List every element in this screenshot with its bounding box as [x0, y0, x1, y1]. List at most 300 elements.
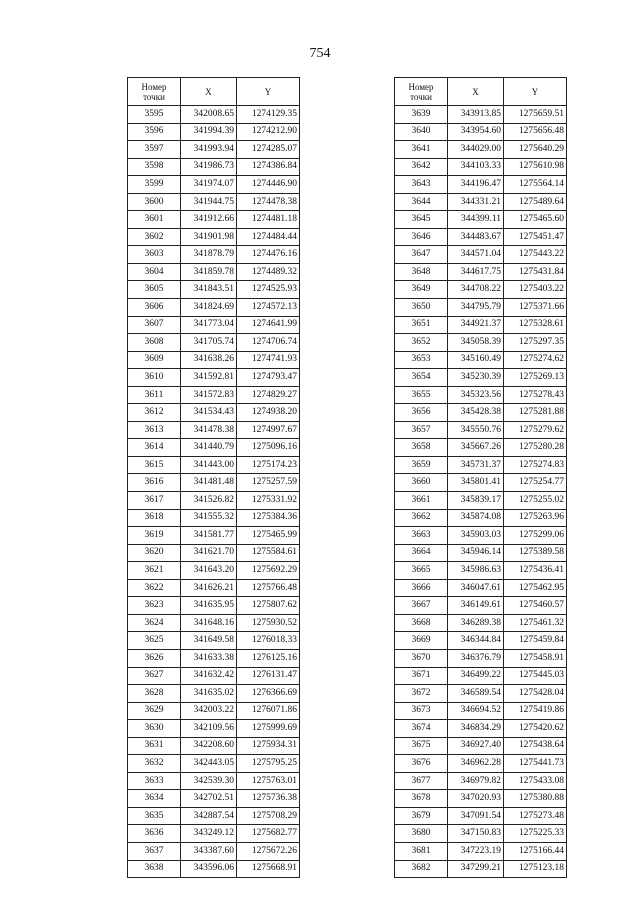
table-row [128, 369, 300, 387]
table-row [395, 141, 567, 159]
x-coordinate-cell: 343913.85 [448, 106, 504, 124]
x-coordinate-cell: 342443.05 [181, 755, 237, 773]
table-row [395, 755, 567, 773]
x-coordinate-cell: 346047.61 [448, 579, 504, 597]
x-coordinate-cell: 345903.03 [448, 527, 504, 545]
y-coordinate-cell: 1275465.99 [237, 527, 300, 545]
point-number-cell: 3658 [395, 439, 448, 457]
y-coordinate-cell: 1274285.07 [237, 141, 300, 159]
y-coordinate-cell: 1275460.57 [504, 597, 567, 615]
point-number-cell: 3622 [128, 579, 181, 597]
x-coordinate-cell: 341993.94 [181, 141, 237, 159]
y-coordinate-cell: 1275419.86 [504, 702, 567, 720]
point-number-cell: 3644 [395, 193, 448, 211]
coordinates-table-right-body [395, 106, 567, 878]
table-row [128, 106, 300, 124]
table-row [395, 492, 567, 510]
table-row [128, 632, 300, 650]
point-number-cell: 3653 [395, 351, 448, 369]
y-coordinate-cell: 1275736.38 [237, 790, 300, 808]
x-coordinate-cell: 341944.75 [181, 193, 237, 211]
y-coordinate-cell: 1275299.06 [504, 527, 567, 545]
point-number-cell: 3673 [395, 702, 448, 720]
x-coordinate-cell: 341621.70 [181, 544, 237, 562]
x-coordinate-cell: 341643.20 [181, 562, 237, 580]
y-coordinate-cell: 1275441.73 [504, 755, 567, 773]
point-number-cell: 3639 [395, 106, 448, 124]
point-number-cell: 3659 [395, 456, 448, 474]
y-coordinate-cell: 1275668.91 [237, 860, 300, 878]
table-row [395, 263, 567, 281]
point-number-cell: 3612 [128, 404, 181, 422]
y-coordinate-cell: 1275280.28 [504, 439, 567, 457]
y-coordinate-cell: 1275465.60 [504, 211, 567, 229]
y-coordinate-cell: 1275708.29 [237, 807, 300, 825]
x-coordinate-cell: 346289.38 [448, 614, 504, 632]
point-number-cell: 3615 [128, 456, 181, 474]
x-coordinate-cell: 344029.00 [448, 141, 504, 159]
x-coordinate-cell: 344103.33 [448, 158, 504, 176]
point-number-cell: 3681 [395, 842, 448, 860]
table-row [128, 860, 300, 878]
table-row [395, 176, 567, 194]
x-coordinate-cell: 341572.83 [181, 386, 237, 404]
table-row [128, 597, 300, 615]
point-number-cell: 3611 [128, 386, 181, 404]
x-coordinate-cell: 341824.69 [181, 299, 237, 317]
point-number-cell: 3606 [128, 299, 181, 317]
header-point-number [395, 78, 448, 106]
table-row [395, 351, 567, 369]
x-coordinate-cell: 344617.75 [448, 263, 504, 281]
table-row [395, 334, 567, 352]
table-row [128, 579, 300, 597]
point-number-cell: 3602 [128, 228, 181, 246]
y-coordinate-cell: 1274997.67 [237, 421, 300, 439]
x-coordinate-cell: 341986.73 [181, 158, 237, 176]
table-row [128, 193, 300, 211]
x-coordinate-cell: 345839.17 [448, 492, 504, 510]
table-row [395, 246, 567, 264]
point-number-cell: 3595 [128, 106, 181, 124]
x-coordinate-cell: 341478.38 [181, 421, 237, 439]
y-coordinate-cell: 1275096.16 [237, 439, 300, 457]
y-coordinate-cell: 1275166.44 [504, 842, 567, 860]
y-coordinate-cell: 1274129.35 [237, 106, 300, 124]
x-coordinate-cell: 341481.48 [181, 474, 237, 492]
point-number-cell: 3647 [395, 246, 448, 264]
x-coordinate-cell: 341635.02 [181, 685, 237, 703]
y-coordinate-cell: 1275403.22 [504, 281, 567, 299]
x-coordinate-cell: 346834.29 [448, 720, 504, 738]
y-coordinate-cell: 1274572.13 [237, 299, 300, 317]
point-number-cell: 3640 [395, 123, 448, 141]
y-coordinate-cell: 1275451.47 [504, 228, 567, 246]
x-coordinate-cell: 341440.79 [181, 439, 237, 457]
x-coordinate-cell: 343387.60 [181, 842, 237, 860]
y-coordinate-cell: 1274525.93 [237, 281, 300, 299]
table-row [128, 544, 300, 562]
y-coordinate-cell: 1274706.74 [237, 334, 300, 352]
table-row [128, 439, 300, 457]
x-coordinate-cell: 346376.79 [448, 649, 504, 667]
table-row [128, 685, 300, 703]
y-coordinate-cell: 1274446.90 [237, 176, 300, 194]
y-coordinate-cell: 1275380.88 [504, 790, 567, 808]
y-coordinate-cell: 1274741.93 [237, 351, 300, 369]
point-number-cell: 3628 [128, 685, 181, 703]
y-coordinate-cell: 1275610.98 [504, 158, 567, 176]
table-row [128, 509, 300, 527]
header-point-number-line1: Номер [408, 81, 434, 92]
y-coordinate-cell: 1275331.92 [237, 492, 300, 510]
x-coordinate-cell: 345230.39 [448, 369, 504, 387]
point-number-cell: 3649 [395, 281, 448, 299]
point-number-cell: 3630 [128, 720, 181, 738]
y-coordinate-cell: 1276131.47 [237, 667, 300, 685]
y-coordinate-cell: 1275254.77 [504, 474, 567, 492]
table-row [128, 281, 300, 299]
table-row [128, 649, 300, 667]
coordinates-table-left-body [128, 106, 300, 878]
y-coordinate-cell: 1275431.84 [504, 263, 567, 281]
table-row [395, 825, 567, 843]
point-number-cell: 3626 [128, 649, 181, 667]
table-row [128, 842, 300, 860]
x-coordinate-cell: 345428.38 [448, 404, 504, 422]
point-number-cell: 3637 [128, 842, 181, 860]
page-number: 754 [309, 46, 331, 61]
table-row [395, 790, 567, 808]
y-coordinate-cell: 1275328.61 [504, 316, 567, 334]
y-coordinate-cell: 1276125.16 [237, 649, 300, 667]
table-row [128, 246, 300, 264]
point-number-cell: 3609 [128, 351, 181, 369]
x-coordinate-cell: 347091.54 [448, 807, 504, 825]
table-row [395, 685, 567, 703]
table-row [128, 351, 300, 369]
x-coordinate-cell: 344196.47 [448, 176, 504, 194]
table-row [128, 299, 300, 317]
x-coordinate-cell: 341649.58 [181, 632, 237, 650]
table-row [395, 842, 567, 860]
table-row [395, 860, 567, 878]
table-row [128, 421, 300, 439]
table-row [395, 474, 567, 492]
x-coordinate-cell: 341901.98 [181, 228, 237, 246]
table-row [395, 281, 567, 299]
point-number-cell: 3641 [395, 141, 448, 159]
x-coordinate-cell: 345667.26 [448, 439, 504, 457]
y-coordinate-cell: 1275371.66 [504, 299, 567, 317]
y-coordinate-cell: 1274478.38 [237, 193, 300, 211]
y-coordinate-cell: 1275257.59 [237, 474, 300, 492]
x-coordinate-cell: 344331.21 [448, 193, 504, 211]
point-number-cell: 3631 [128, 737, 181, 755]
header-point-number-line2: точки [143, 91, 165, 102]
point-number-cell: 3613 [128, 421, 181, 439]
x-coordinate-cell: 344921.37 [448, 316, 504, 334]
y-coordinate-cell: 1275807.62 [237, 597, 300, 615]
point-number-cell: 3610 [128, 369, 181, 387]
y-coordinate-cell: 1275766.48 [237, 579, 300, 597]
y-coordinate-cell: 1275458.91 [504, 649, 567, 667]
point-number-cell: 3607 [128, 316, 181, 334]
y-coordinate-cell: 1275389.58 [504, 544, 567, 562]
table-row [128, 474, 300, 492]
table-row [128, 404, 300, 422]
point-number-cell: 3662 [395, 509, 448, 527]
y-coordinate-cell: 1275682.77 [237, 825, 300, 843]
table-row [395, 369, 567, 387]
x-coordinate-cell: 341632.42 [181, 667, 237, 685]
point-number-cell: 3670 [395, 649, 448, 667]
x-coordinate-cell: 346962.28 [448, 755, 504, 773]
x-coordinate-cell: 345986.63 [448, 562, 504, 580]
y-coordinate-cell: 1275672.26 [237, 842, 300, 860]
point-number-cell: 3654 [395, 369, 448, 387]
point-number-cell: 3674 [395, 720, 448, 738]
y-coordinate-cell: 1275263.96 [504, 509, 567, 527]
table-row [128, 825, 300, 843]
y-coordinate-cell: 1274386.84 [237, 158, 300, 176]
coordinates-table-right [394, 77, 567, 878]
x-coordinate-cell: 345160.49 [448, 351, 504, 369]
x-coordinate-cell: 341648.16 [181, 614, 237, 632]
x-coordinate-cell: 347223.19 [448, 842, 504, 860]
x-coordinate-cell: 341638.26 [181, 351, 237, 369]
y-coordinate-cell: 1275274.83 [504, 456, 567, 474]
table-row [128, 790, 300, 808]
y-coordinate-cell: 1275462.95 [504, 579, 567, 597]
table-row [395, 702, 567, 720]
point-number-cell: 3605 [128, 281, 181, 299]
point-number-cell: 3598 [128, 158, 181, 176]
point-number-cell: 3629 [128, 702, 181, 720]
x-coordinate-cell: 343249.12 [181, 825, 237, 843]
y-coordinate-cell: 1274938.20 [237, 404, 300, 422]
y-coordinate-cell: 1275436.41 [504, 562, 567, 580]
y-coordinate-cell: 1275420.62 [504, 720, 567, 738]
table-row [395, 421, 567, 439]
table-row [128, 562, 300, 580]
table-row [395, 614, 567, 632]
point-number-cell: 3667 [395, 597, 448, 615]
header-point-number-line2: точки [410, 91, 432, 102]
x-coordinate-cell: 344708.22 [448, 281, 504, 299]
point-number-cell: 3666 [395, 579, 448, 597]
x-coordinate-cell: 341443.00 [181, 456, 237, 474]
point-number-cell: 3660 [395, 474, 448, 492]
y-coordinate-cell: 1274476.16 [237, 246, 300, 264]
y-coordinate-cell: 1275279.62 [504, 421, 567, 439]
y-coordinate-cell: 1275255.02 [504, 492, 567, 510]
table-row [395, 228, 567, 246]
x-coordinate-cell: 341843.51 [181, 281, 237, 299]
x-coordinate-cell: 346344.84 [448, 632, 504, 650]
point-number-cell: 3599 [128, 176, 181, 194]
table-header-row [395, 78, 567, 106]
table-row [395, 579, 567, 597]
y-coordinate-cell: 1275564.14 [504, 176, 567, 194]
x-coordinate-cell: 341773.04 [181, 316, 237, 334]
table-row [128, 141, 300, 159]
x-coordinate-cell: 345058.39 [448, 334, 504, 352]
point-number-cell: 3645 [395, 211, 448, 229]
y-coordinate-cell: 1275659.51 [504, 106, 567, 124]
x-coordinate-cell: 346927.40 [448, 737, 504, 755]
y-coordinate-cell: 1275930.52 [237, 614, 300, 632]
point-number-cell: 3608 [128, 334, 181, 352]
point-number-cell: 3651 [395, 316, 448, 334]
y-coordinate-cell: 1274489.32 [237, 263, 300, 281]
x-coordinate-cell: 343596.06 [181, 860, 237, 878]
y-coordinate-cell: 1275489.64 [504, 193, 567, 211]
point-number-cell: 3664 [395, 544, 448, 562]
table-row [395, 106, 567, 124]
x-coordinate-cell: 345874.08 [448, 509, 504, 527]
x-coordinate-cell: 342003.22 [181, 702, 237, 720]
y-coordinate-cell: 1276071.86 [237, 702, 300, 720]
table-row [128, 176, 300, 194]
point-number-cell: 3625 [128, 632, 181, 650]
y-coordinate-cell: 1275692.29 [237, 562, 300, 580]
x-coordinate-cell: 341994.39 [181, 123, 237, 141]
point-number-cell: 3675 [395, 737, 448, 755]
table-row [395, 562, 567, 580]
y-coordinate-cell: 1275763.01 [237, 772, 300, 790]
point-number-cell: 3636 [128, 825, 181, 843]
table-row [395, 737, 567, 755]
x-coordinate-cell: 344571.04 [448, 246, 504, 264]
y-coordinate-cell: 1276018.33 [237, 632, 300, 650]
x-coordinate-cell: 341705.74 [181, 334, 237, 352]
y-coordinate-cell: 1275428.04 [504, 685, 567, 703]
table-header-row [128, 78, 300, 106]
table-row [128, 456, 300, 474]
point-number-cell: 3604 [128, 263, 181, 281]
y-coordinate-cell: 1275438.64 [504, 737, 567, 755]
point-number-cell: 3619 [128, 527, 181, 545]
point-number-cell: 3597 [128, 141, 181, 159]
point-number-cell: 3603 [128, 246, 181, 264]
x-coordinate-cell: 347020.93 [448, 790, 504, 808]
x-coordinate-cell: 343954.60 [448, 123, 504, 141]
point-number-cell: 3668 [395, 614, 448, 632]
x-coordinate-cell: 346589.54 [448, 685, 504, 703]
table-row [128, 211, 300, 229]
table-row [128, 772, 300, 790]
table-row [128, 737, 300, 755]
x-coordinate-cell: 346979.82 [448, 772, 504, 790]
table-row [395, 772, 567, 790]
table-row [128, 386, 300, 404]
table-row [128, 158, 300, 176]
y-coordinate-cell: 1275443.22 [504, 246, 567, 264]
point-number-cell: 3682 [395, 860, 448, 878]
table-row [395, 807, 567, 825]
point-number-cell: 3663 [395, 527, 448, 545]
point-number-cell: 3618 [128, 509, 181, 527]
y-coordinate-cell: 1274481.18 [237, 211, 300, 229]
table-row [395, 456, 567, 474]
point-number-cell: 3677 [395, 772, 448, 790]
point-number-cell: 3600 [128, 193, 181, 211]
table-row [395, 509, 567, 527]
y-coordinate-cell: 1275174.23 [237, 456, 300, 474]
point-number-cell: 3623 [128, 597, 181, 615]
x-coordinate-cell: 341534.43 [181, 404, 237, 422]
point-number-cell: 3643 [395, 176, 448, 194]
x-coordinate-cell: 341526.82 [181, 492, 237, 510]
point-number-cell: 3646 [395, 228, 448, 246]
table-row [395, 649, 567, 667]
table-row [395, 158, 567, 176]
header-point-number-line1: Номер [141, 81, 167, 92]
y-coordinate-cell: 1276366.69 [237, 685, 300, 703]
point-number-cell: 3634 [128, 790, 181, 808]
coordinates-table-left [127, 77, 300, 878]
y-coordinate-cell: 1275999.69 [237, 720, 300, 738]
table-row [128, 263, 300, 281]
table-row [395, 632, 567, 650]
table-row [128, 667, 300, 685]
table-row [128, 527, 300, 545]
point-number-cell: 3671 [395, 667, 448, 685]
x-coordinate-cell: 342208.60 [181, 737, 237, 755]
point-number-cell: 3638 [128, 860, 181, 878]
y-coordinate-cell: 1274641.99 [237, 316, 300, 334]
point-number-cell: 3676 [395, 755, 448, 773]
table-row [128, 228, 300, 246]
header-point-number [128, 78, 181, 106]
x-coordinate-cell: 346499.22 [448, 667, 504, 685]
header-y: Y [504, 78, 567, 106]
point-number-cell: 3624 [128, 614, 181, 632]
x-coordinate-cell: 341912.66 [181, 211, 237, 229]
y-coordinate-cell: 1275297.35 [504, 334, 567, 352]
y-coordinate-cell: 1274484.44 [237, 228, 300, 246]
y-coordinate-cell: 1275123.18 [504, 860, 567, 878]
x-coordinate-cell: 341581.77 [181, 527, 237, 545]
x-coordinate-cell: 341633.38 [181, 649, 237, 667]
table-row [128, 316, 300, 334]
point-number-cell: 3650 [395, 299, 448, 317]
point-number-cell: 3635 [128, 807, 181, 825]
header-x: X [448, 78, 504, 106]
header-y: Y [237, 78, 300, 106]
point-number-cell: 3669 [395, 632, 448, 650]
point-number-cell: 3596 [128, 123, 181, 141]
point-number-cell: 3614 [128, 439, 181, 457]
y-coordinate-cell: 1275656.48 [504, 123, 567, 141]
x-coordinate-cell: 345323.56 [448, 386, 504, 404]
y-coordinate-cell: 1274793.47 [237, 369, 300, 387]
table-row [395, 439, 567, 457]
table-row [128, 720, 300, 738]
table-row [395, 316, 567, 334]
point-number-cell: 3672 [395, 685, 448, 703]
y-coordinate-cell: 1275274.62 [504, 351, 567, 369]
y-coordinate-cell: 1275278.43 [504, 386, 567, 404]
point-number-cell: 3601 [128, 211, 181, 229]
y-coordinate-cell: 1275640.29 [504, 141, 567, 159]
table-row [395, 404, 567, 422]
x-coordinate-cell: 342008.65 [181, 106, 237, 124]
y-coordinate-cell: 1275795.25 [237, 755, 300, 773]
table-row [128, 123, 300, 141]
point-number-cell: 3627 [128, 667, 181, 685]
